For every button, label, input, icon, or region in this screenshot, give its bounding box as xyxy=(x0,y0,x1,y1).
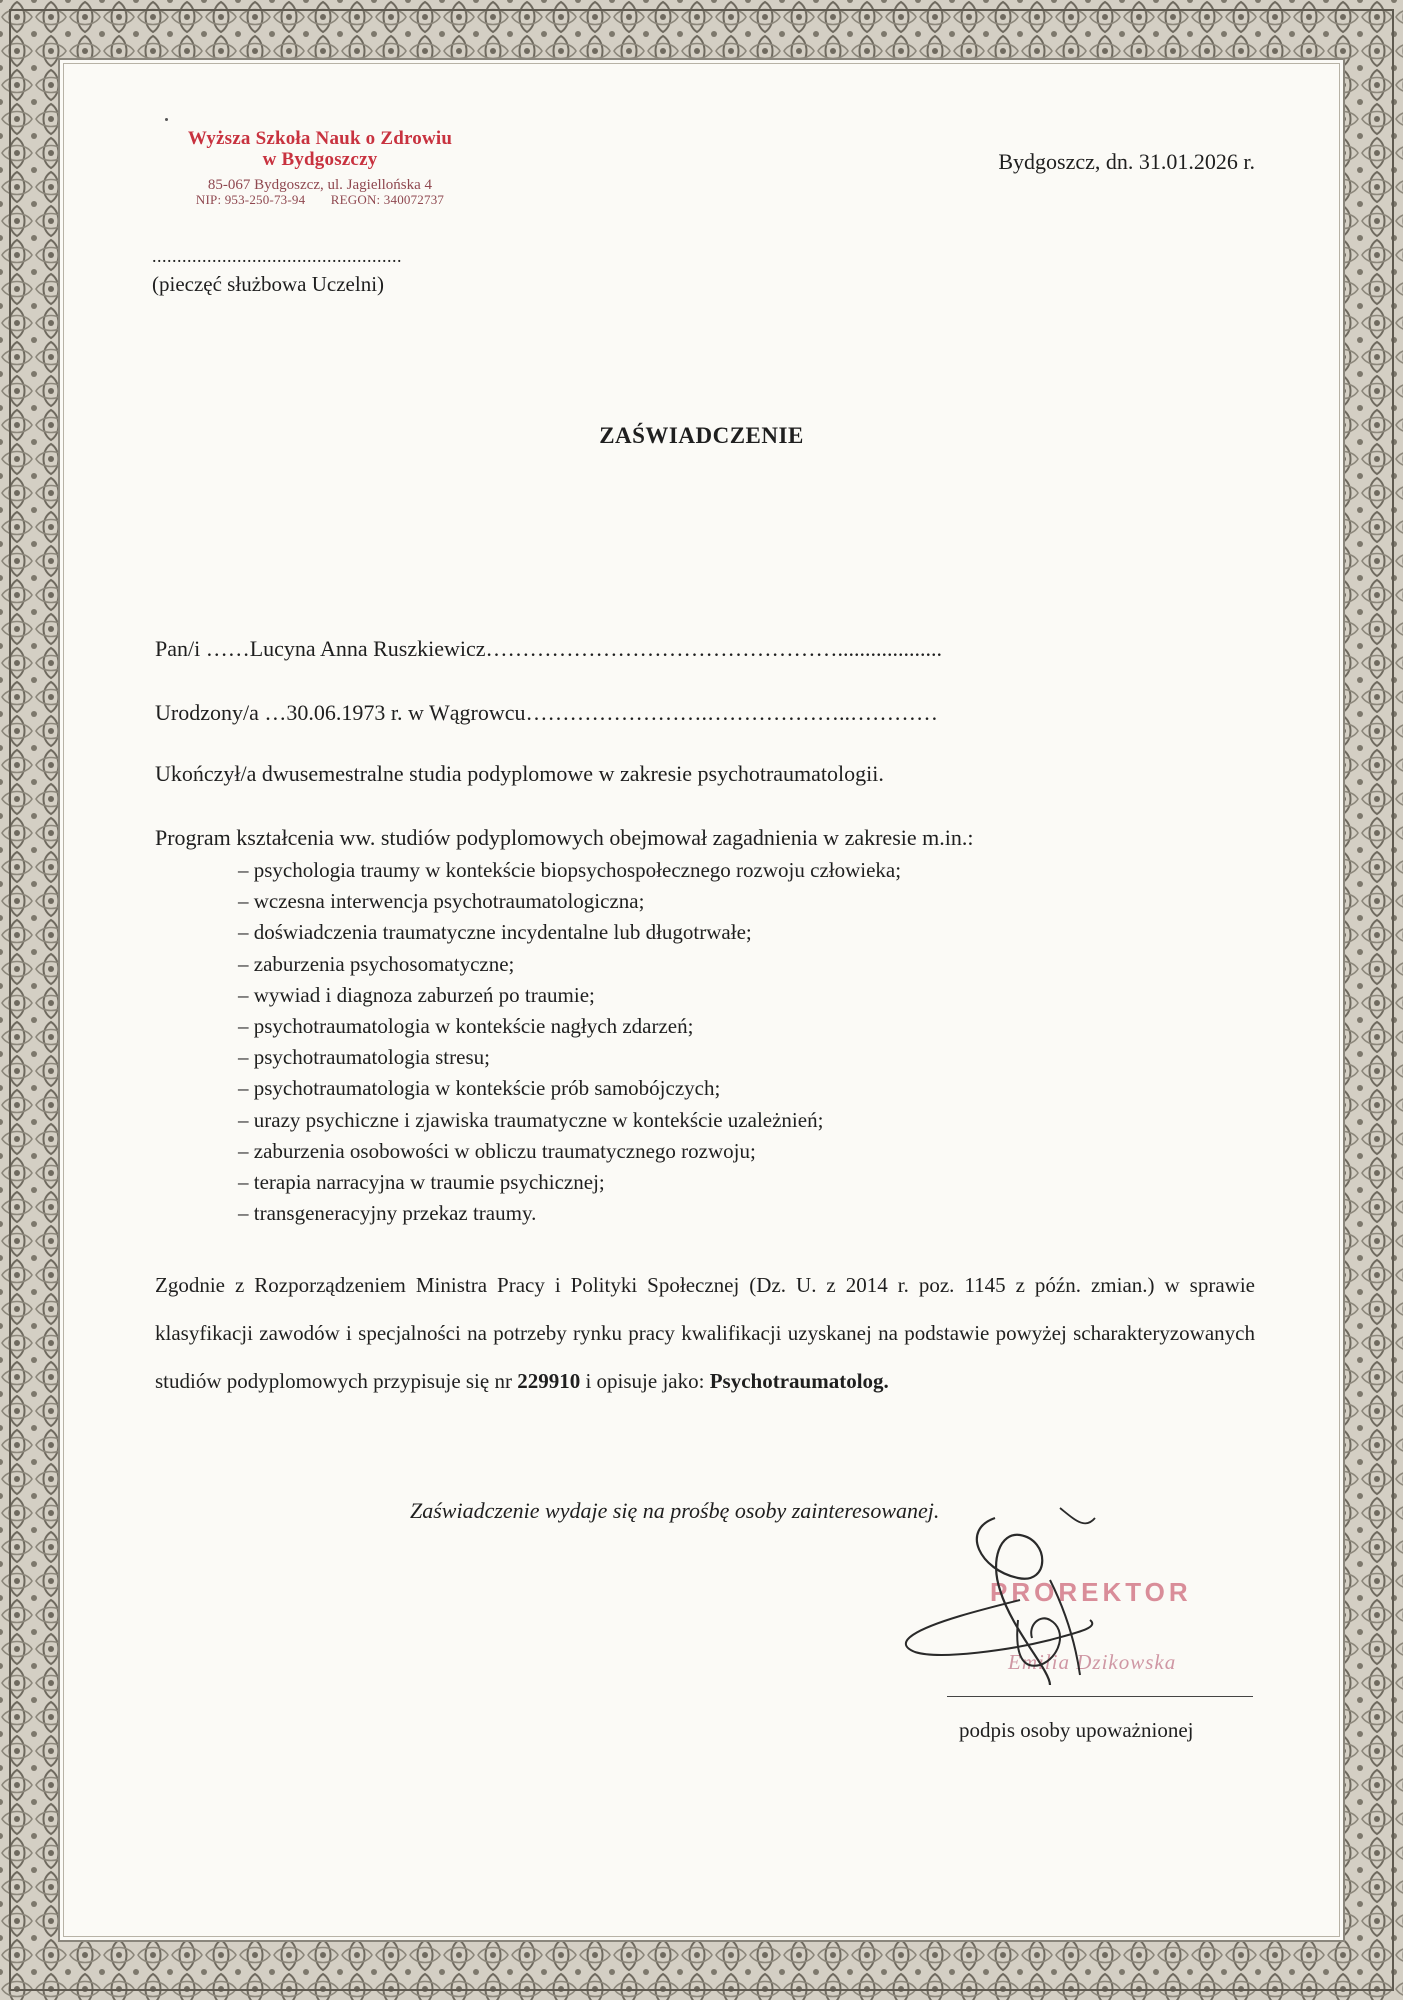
topics-list xyxy=(238,855,901,1229)
institution-city: w Bydgoszczy xyxy=(262,149,378,171)
list-item: – transgeneracyjny przekaz traumy. xyxy=(238,1198,901,1229)
profession-code: 229910 xyxy=(517,1369,581,1393)
handwritten-signature xyxy=(900,1500,1200,1700)
ink-dot xyxy=(165,118,168,121)
institution-stamp xyxy=(155,128,485,208)
list-item: – wywiad i diagnoza zaburzeń po traumie; xyxy=(238,980,901,1011)
birth-line: Urodzony/a …30.06.1973 r. w Wągrowcu…………………….………………..………… xyxy=(155,700,938,725)
issue-date: Bydgoszcz, dn. 31.01.2026 r. xyxy=(998,149,1255,174)
document-title: ZAŚWIADCZENIE xyxy=(599,423,804,448)
institution-name: Wyższa Szkoła Nauk o Zdrowiu xyxy=(187,128,453,149)
list-item: – zaburzenia osobowości w obliczu traumatycznego rozwoju; xyxy=(238,1136,901,1167)
list-item: – psychotraumatologia w kontekście prób samobójczych; xyxy=(238,1073,901,1104)
list-item: – psychologia traumy w kontekście biopsychospołecznego rozwoju człowieka; xyxy=(238,855,901,886)
list-item: – psychotraumatologia stresu; xyxy=(238,1042,901,1073)
prorector-stamp: PROREKTOR xyxy=(990,1577,1192,1607)
signature-rule xyxy=(947,1696,1253,1697)
closing-note: Zaświadczenie wydaje się na prośbę osoby zainteresowanej. xyxy=(410,1498,940,1523)
list-item: – doświadczenia traumatyczne incydentalne lub długotrwałe; xyxy=(238,917,901,948)
legal-text: Zgodnie z Rozporządzeniem Ministra Pracy i Polityki Społecznej (Dz. U. z 2014 r. poz. 1145 z późn. zmian.) w sprawie klasyfikacji zawodów i specjalności na potrzeby rynku pracy kwalifikacji uzyskanej na podstawie powyżej scharakteryzowanych studiów podyplomowych przypisuje się nr xyxy=(155,1273,1255,1393)
list-item: – psychotraumatologia w kontekście nagłych zdarzeń; xyxy=(238,1011,901,1042)
legal-paragraph xyxy=(155,1261,1255,1405)
list-item: – zaburzenia psychosomatyczne; xyxy=(238,949,901,980)
program-intro: Program kształcenia ww. studiów podyplomowych obejmował zagadnienia w zakresie m.in.: xyxy=(155,825,974,850)
seal-caption: (pieczęć służbowa Uczelni) xyxy=(152,272,385,296)
list-item: – urazy psychiczne i zjawiska traumatyczne w kontekście uzależnień; xyxy=(238,1105,901,1136)
prorector-name: Emilia Dzikowska xyxy=(1008,1650,1177,1674)
signature-caption: podpis osoby upoważnionej xyxy=(959,1718,1194,1742)
completion-line: Ukończył/a dwusemestralne studia podyplomowe w zakresie psychotraumatologii. xyxy=(155,761,884,786)
institution-address: 85-067 Bydgoszcz, ul. Jagiellońska 4 xyxy=(207,176,433,193)
person-name-line: Pan/i ……Lucyna Anna Ruszkiewicz…………………………………………................... xyxy=(155,636,943,661)
list-item: – wczesna interwencja psychotraumatologiczna; xyxy=(238,886,901,917)
legal-text-2: i opisuje jako: xyxy=(580,1369,710,1393)
seal-dotted-line: .................................................. xyxy=(152,246,402,266)
list-item: – terapia narracyjna w traumie psychicznej; xyxy=(238,1167,901,1198)
regon-number: REGON: 340072737 xyxy=(330,192,445,208)
institution-ids xyxy=(155,193,485,208)
nip-number: NIP: 953-250-73-94 xyxy=(195,192,306,208)
profession-name: Psychotraumatolog. xyxy=(709,1369,889,1393)
